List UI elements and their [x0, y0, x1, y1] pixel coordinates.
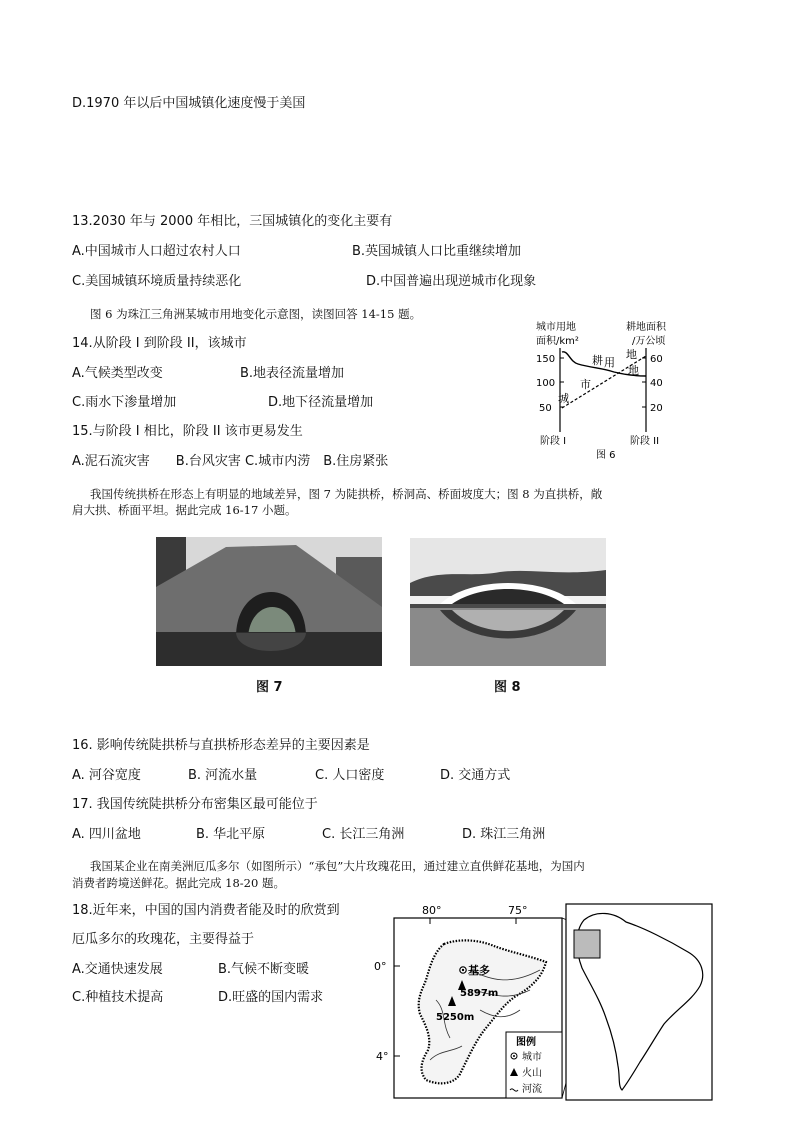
fig6-left-axis-title-1: 城市用地 [536, 322, 576, 333]
q18-stem-line1: 18.近年来，中国的国内消费者能及时的欣赏到 [72, 903, 340, 918]
q17-option-b: B. 华北平原 [196, 827, 266, 842]
legend-title: 图例 [516, 1037, 536, 1048]
q16-option-a: A. 河谷宽度 [72, 768, 141, 783]
ecuador-highlight-box [574, 930, 600, 958]
q17-option-a: A. 四川盆地 [72, 827, 141, 842]
q13-option-d: D.中国普遍出现逆城市化现象 [366, 274, 537, 289]
figure-8-caption: 图 8 [494, 680, 521, 695]
fig6-right-tick-60: 60 [650, 354, 663, 365]
q16-option-b: B. 河流水量 [188, 768, 258, 783]
map-lon-75: 75° [508, 904, 528, 917]
q14-option-a: A.气候类型改变 [72, 366, 163, 381]
intro-14-15: 图 6 为珠江三角洲某城市用地变化示意图，读图回答 14-15 题。 [90, 307, 422, 321]
fig6-right-axis-title-2: /万公顷 [632, 336, 666, 347]
map-volcano2-height: 5250m [436, 1012, 475, 1023]
q13-option-c: C.美国城镇环境质量持续恶化 [72, 274, 242, 289]
figure-6-diagram [522, 318, 692, 464]
fig6-stage-2: 阶段 II [630, 436, 660, 447]
q14-option-b: B.地表径流量增加 [240, 366, 345, 381]
intro-16-17-line2: 肩大拱、桥面平坦。据此完成 16-17 小题。 [72, 503, 297, 517]
fig6-caption: 图 6 [596, 450, 616, 461]
q12-option-d: D.1970 年以后中国城镇化速度慢于美国 [72, 96, 306, 111]
q16-option-d: D. 交通方式 [440, 768, 511, 783]
intro-18-20-line1: 我国某企业在南美洲厄瓜多尔（如图所示）“承包”大片玫瑰花田，通过建立直供鲜花基地，为国内 [90, 859, 585, 873]
figure-7-caption: 图 7 [256, 680, 283, 695]
map-city-quito: 基多 [468, 964, 490, 977]
q18-option-d: D.旺盛的国内需求 [218, 990, 324, 1005]
map-volcano1-height: 5897m [460, 988, 499, 999]
fig6-right-tick-20: 20 [650, 403, 663, 414]
fig6-label-yong: 用 [604, 356, 615, 369]
q18-stem-line2: 厄瓜多尔的玫瑰花，主要得益于 [72, 932, 255, 947]
ecuador-map [370, 900, 716, 1104]
q16-option-c: C. 人口密度 [315, 768, 385, 783]
q14-stem: 14.从阶段 I 到阶段 II，该城市 [72, 336, 247, 351]
fig6-label-shi: 市 [580, 378, 591, 391]
q18-option-b: B.气候不断变暖 [218, 962, 310, 977]
q17-option-d: D. 珠江三角洲 [462, 827, 546, 842]
fig6-label-cheng: 城 [558, 392, 569, 405]
fig6-label-di-2: 地 [628, 364, 639, 377]
q14-option-c: C.雨水下渗量增加 [72, 395, 177, 410]
q15-options: A.泥石流灾害 B.台风灾害 C.城市内涝 B.住房紧张 [72, 454, 389, 469]
fig6-label-di-1: 地 [626, 348, 637, 361]
fig6-left-axis-title-2: 面积/km² [536, 336, 579, 347]
map-lat-4: 4° [376, 1050, 389, 1063]
legend-city: 城市 [522, 1052, 542, 1063]
q16-stem: 16. 影响传统陡拱桥与直拱桥形态差异的主要因素是 [72, 738, 370, 753]
fig6-label-geng: 耕 [592, 354, 603, 367]
q13-option-b: B.英国城镇人口比重继续增加 [352, 244, 522, 259]
map-lon-80: 80° [422, 904, 442, 917]
q18-option-a: A.交通快速发展 [72, 962, 163, 977]
figure-8-straight-arch-bridge-photo [410, 538, 606, 666]
fig6-stage-1: 阶段 I [540, 436, 567, 447]
q14-option-d: D.地下径流量增加 [268, 395, 374, 410]
intro-18-20-line2: 消费者跨境送鲜花。据此完成 18-20 题。 [72, 876, 285, 890]
q17-option-c: C. 长江三角洲 [322, 827, 405, 842]
fig6-right-tick-40: 40 [650, 378, 663, 389]
fig6-right-axis-title-1: 耕地面积 [626, 322, 666, 333]
legend-river: 河流 [522, 1084, 542, 1095]
map-lat-0: 0° [374, 960, 387, 973]
intro-16-17-line1: 我国传统拱桥在形态上有明显的地域差异，图 7 为陡拱桥，桥洞高、桥面坡度大；图 8 为直拱桥，敞 [90, 487, 603, 501]
figure-7-steep-arch-bridge-photo [156, 537, 382, 666]
q18-option-c: C.种植技术提高 [72, 990, 164, 1005]
fig6-left-tick-50: 50 [539, 403, 552, 414]
q15-stem: 15.与阶段 I 相比，阶段 II 该市更易发生 [72, 424, 303, 439]
fig6-left-tick-150: 150 [536, 354, 556, 365]
q13-option-a: A.中国城市人口超过农村人口 [72, 244, 241, 259]
q13-stem: 13.2030 年与 2000 年相比，三国城镇化的变化主要有 [72, 214, 393, 229]
q17-stem: 17. 我国传统陡拱桥分布密集区最可能位于 [72, 797, 318, 812]
legend-volcano: 火山 [522, 1068, 542, 1079]
fig6-left-tick-100: 100 [536, 378, 556, 389]
